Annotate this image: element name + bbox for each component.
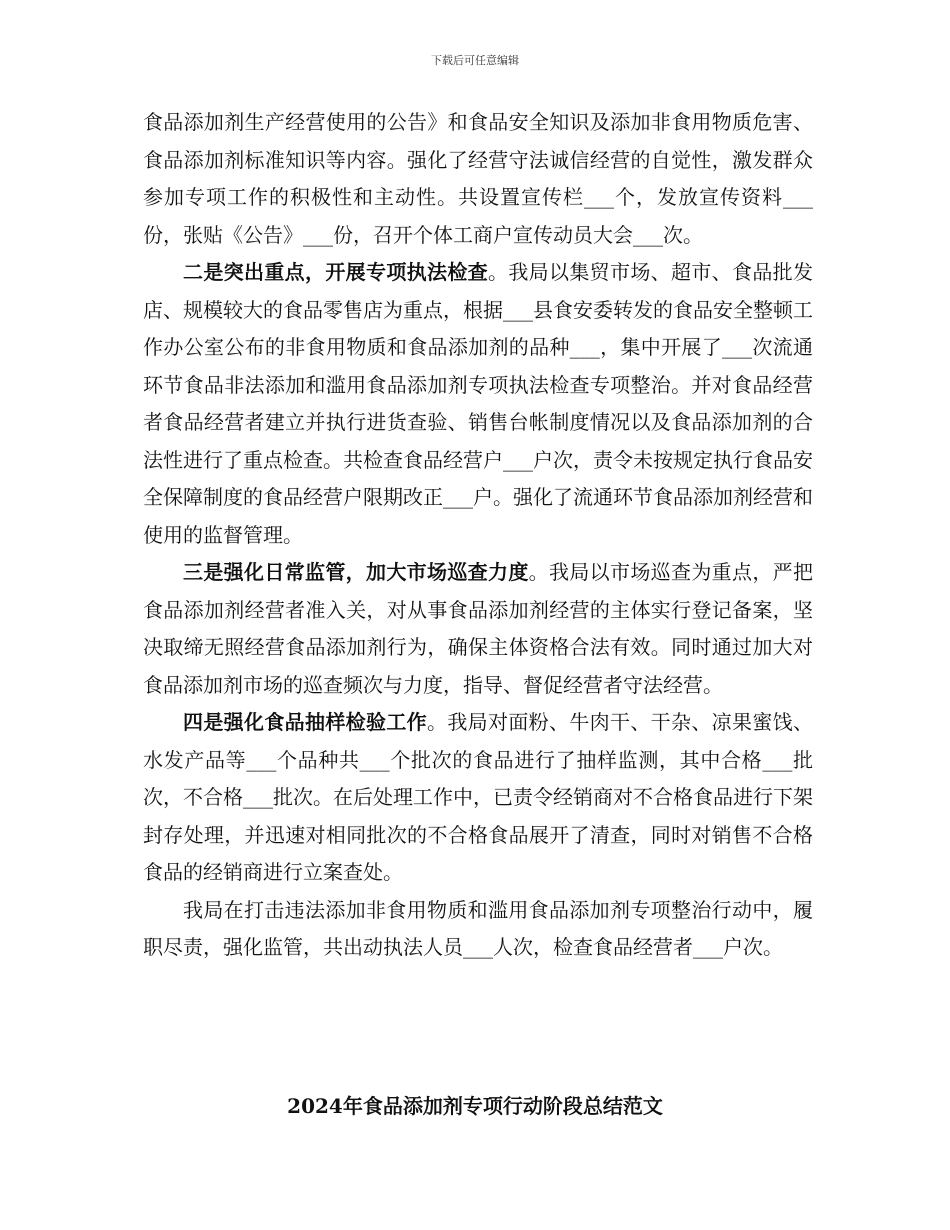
paragraph-lead: 三是强化日常监管，加大市场巡查力度 bbox=[183, 560, 529, 584]
document-title: 2024年食品添加剂专项行动阶段总结范文 bbox=[287, 1094, 663, 1118]
paragraph-publicity bbox=[143, 104, 813, 254]
paragraph-supervision bbox=[143, 554, 813, 704]
document-body bbox=[143, 104, 813, 967]
paragraph-text: 。我局以集贸市场、超市、食品批发店、规模较大的食品零售店为重点，根据___县食安委转发的食品安全整顿工作办公室公布的非食用物质和食品添加剂的品种___，集中开展了___次流通环节食品非法添加和滥用食品添加剂专项执法检查专项整治。并对食品经营者食品经营者建立并执行进货查验、销售台帐制度情况以及食品添加剂的合法性进行了重点检查。共检查食品经营户___户次，责令未按规定执行食品安全保障制度的食品经营户限期改正___户。强化了流通环节食品添加剂经营和使用的监督管理。 bbox=[143, 260, 813, 547]
paragraph-summary bbox=[143, 892, 813, 967]
page-header: 下载后可任意编辑 bbox=[431, 54, 519, 67]
paragraph-text: 食品添加剂生产经营使用的公告》和食品安全知识及添加非食用物质危害、食品添加剂标准知识等内容。强化了经营守法诚信经营的自觉性，激发群众参加专项工作的积极性和主动性。共设置宣传栏___个，发放宣传资料___份，张贴《公告》___份，召开个体工商户宣传动员大会___次。 bbox=[143, 110, 813, 247]
paragraph-text: 我局在打击违法添加非食用物质和滥用食品添加剂专项整治行动中，履职尽责，强化监管，共出动执法人员___人次，检查食品经营者___户次。 bbox=[143, 897, 813, 959]
paragraph-lead: 四是强化食品抽样检验工作 bbox=[183, 710, 427, 734]
paragraph-text: 。我局以市场巡查为重点，严把食品添加剂经营者准入关，对从事食品添加剂经营的主体实行登记备案，坚决取缔无照经营食品添加剂行为，确保主体资格合法有效。同时通过加大对食品添加剂市场的巡查频次与力度，指导、督促经营者守法经营。 bbox=[143, 560, 814, 697]
paragraph-text: 。我局对面粉、牛肉干、干杂、凉果蜜饯、水发产品等___个品种共___个批次的食品进行了抽样监测，其中合格___批次，不合格___批次。在后处理工作中，已责令经销商对不合格食品进行下架封存处理，并迅速对相同批次的不合格食品展开了清查，同时对销售不合格食品的经销商进行立案查处。 bbox=[143, 710, 813, 884]
paragraph-lead: 二是突出重点，开展专项执法检查 bbox=[183, 260, 488, 284]
paragraph-sampling bbox=[143, 704, 813, 892]
paragraph-enforcement bbox=[143, 254, 813, 554]
